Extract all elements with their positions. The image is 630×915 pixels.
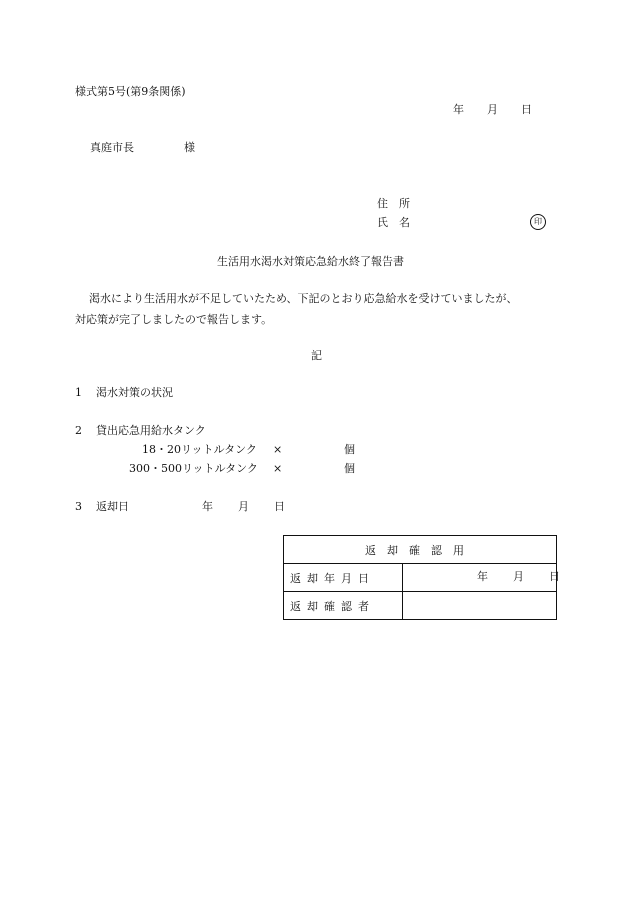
item-3-label: 返却日: [96, 500, 129, 513]
body-line-2: 対応策が完了しましたので報告します。: [75, 313, 273, 326]
applicant-address-label: 住 所: [377, 197, 410, 210]
note-mark: 記: [311, 349, 322, 362]
applicant-name-label: 氏 名: [377, 216, 410, 229]
return-day: 日: [274, 500, 285, 513]
confirm-year: 年: [477, 570, 488, 583]
tank-unit: 個: [344, 443, 355, 456]
tank-name: 18・20リットルタンク: [142, 443, 257, 456]
return-date-label-cell: [284, 564, 403, 592]
table-row: [284, 536, 557, 564]
tank-unit: 個: [344, 462, 355, 475]
table-row: [284, 564, 557, 592]
tank-times: ×: [273, 462, 283, 475]
confirmer-label: 返却確認者: [290, 599, 375, 613]
item-2-label: 貸出応急用給水タンク: [96, 424, 206, 437]
confirmation-header: [284, 536, 557, 564]
return-year: 年: [202, 500, 213, 513]
return-date-label: 返却年月日: [290, 571, 375, 585]
return-confirmation-table: [283, 535, 560, 620]
date-year: 年: [453, 103, 464, 116]
table-row: [284, 592, 557, 620]
confirmer-label-cell: [284, 592, 403, 620]
tank-times: ×: [273, 443, 283, 456]
item-1-number: 1: [75, 386, 82, 399]
return-month: 月: [238, 500, 249, 513]
body-line-1: 渇水により生活用水が不足していたため、下記のとおり応急給水を受けていましたが、: [89, 292, 518, 305]
date-month: 月: [487, 103, 498, 116]
item-3-number: 3: [75, 500, 82, 513]
return-date-value-cell: [403, 564, 560, 592]
confirmer-value-cell: [403, 592, 557, 620]
form-number: 様式第5号(第9条関係): [75, 85, 186, 98]
confirmation-header-text: 返却確認用: [365, 543, 475, 557]
addressee-honorific: 様: [184, 141, 195, 154]
document-title: 生活用水渇水対策応急給水終了報告書: [217, 255, 404, 268]
item-2-number: 2: [75, 424, 82, 437]
confirm-day: 日: [549, 570, 560, 583]
date-day: 日: [521, 103, 532, 116]
seal-mark: 印: [530, 214, 546, 230]
tank-name: 300・500リットルタンク: [129, 462, 258, 475]
confirm-month: 月: [513, 570, 524, 583]
item-1-label: 渇水対策の状況: [96, 386, 173, 399]
addressee-mayor: 真庭市長: [90, 141, 134, 154]
